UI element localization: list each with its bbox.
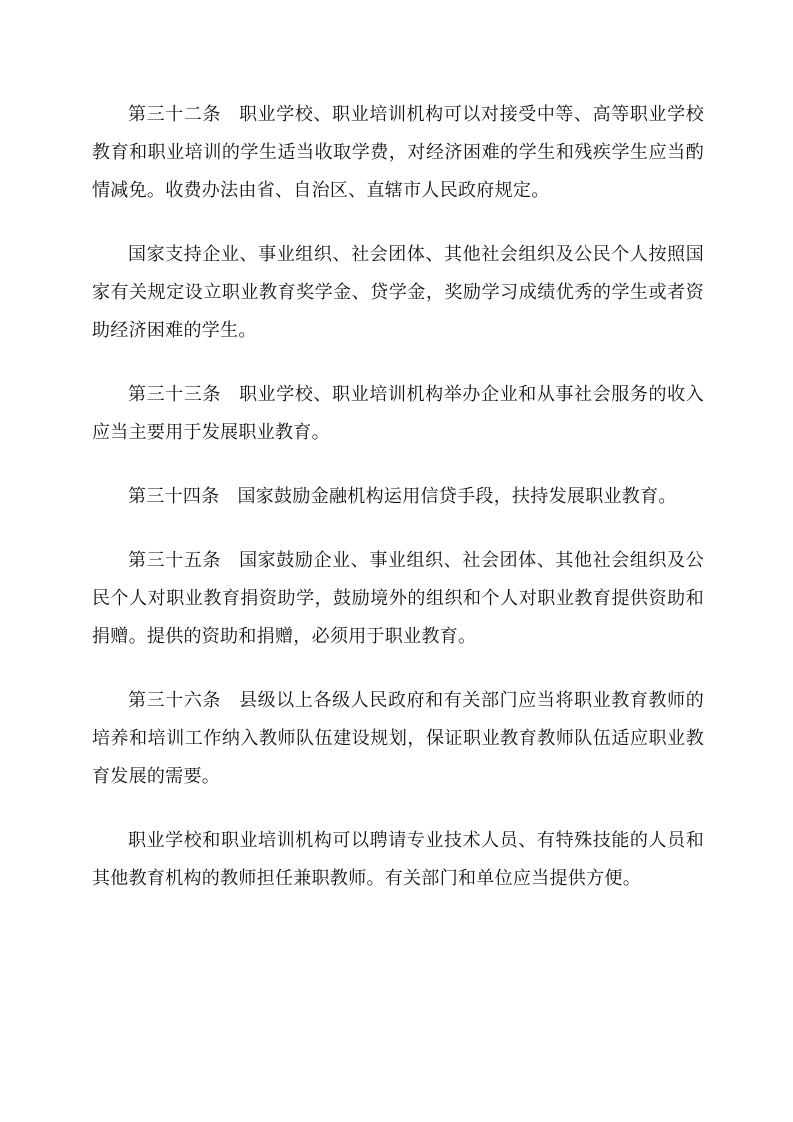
article-text: 职业学校、职业培训机构举办企业和从事社会服务的收入应当主要用于发展职业教育。 xyxy=(92,384,705,443)
article-text: 国家鼓励金融机构运用信贷手段，扶持发展职业教育。 xyxy=(237,486,677,507)
article-34-paragraph xyxy=(92,478,704,516)
article-label: 第三十六条 xyxy=(128,690,222,711)
article-text: 国家支持企业、事业组织、社会团体、其他社会组织及公民个人按照国家有关规定设立职业教育奖学金、贷学金，奖励学习成绩优秀的学生或者资助经济困难的学生。 xyxy=(92,244,704,341)
article-36-second-paragraph xyxy=(92,822,704,898)
article-label: 第三十二条 xyxy=(128,104,222,125)
article-32-second-paragraph xyxy=(92,236,704,350)
article-text: 职业学校和职业培训机构可以聘请专业技术人员、有特殊技能的人员和其他教育机构的教师担任兼职教师。有关部门和单位应当提供方便。 xyxy=(92,830,704,889)
article-35-paragraph xyxy=(92,542,704,656)
article-label: 第三十三条 xyxy=(128,384,222,405)
article-text: 县级以上各级人民政府和有关部门应当将职业教育教师的培养和培训工作纳入教师队伍建设规划，保证职业教育教师队伍适应职业教育发展的需要。 xyxy=(92,690,705,787)
document-page xyxy=(92,96,704,924)
article-33-paragraph xyxy=(92,376,704,452)
article-32-paragraph xyxy=(92,96,704,210)
article-text: 国家鼓励企业、事业组织、社会团体、其他社会组织及公民个人对职业教育捐资助学，鼓励境外的组织和个人对职业教育提供资助和捐赠。提供的资助和捐赠，必须用于职业教育。 xyxy=(92,550,705,647)
article-label: 第三十五条 xyxy=(128,550,222,571)
article-label: 第三十四条 xyxy=(128,486,220,507)
article-text: 职业学校、职业培训机构可以对接受中等、高等职业学校教育和职业培训的学生适当收取学费，对经济困难的学生和残疾学生应当酌情减免。收费办法由省、自治区、直辖市人民政府规定。 xyxy=(92,104,705,201)
article-36-paragraph xyxy=(92,682,704,796)
